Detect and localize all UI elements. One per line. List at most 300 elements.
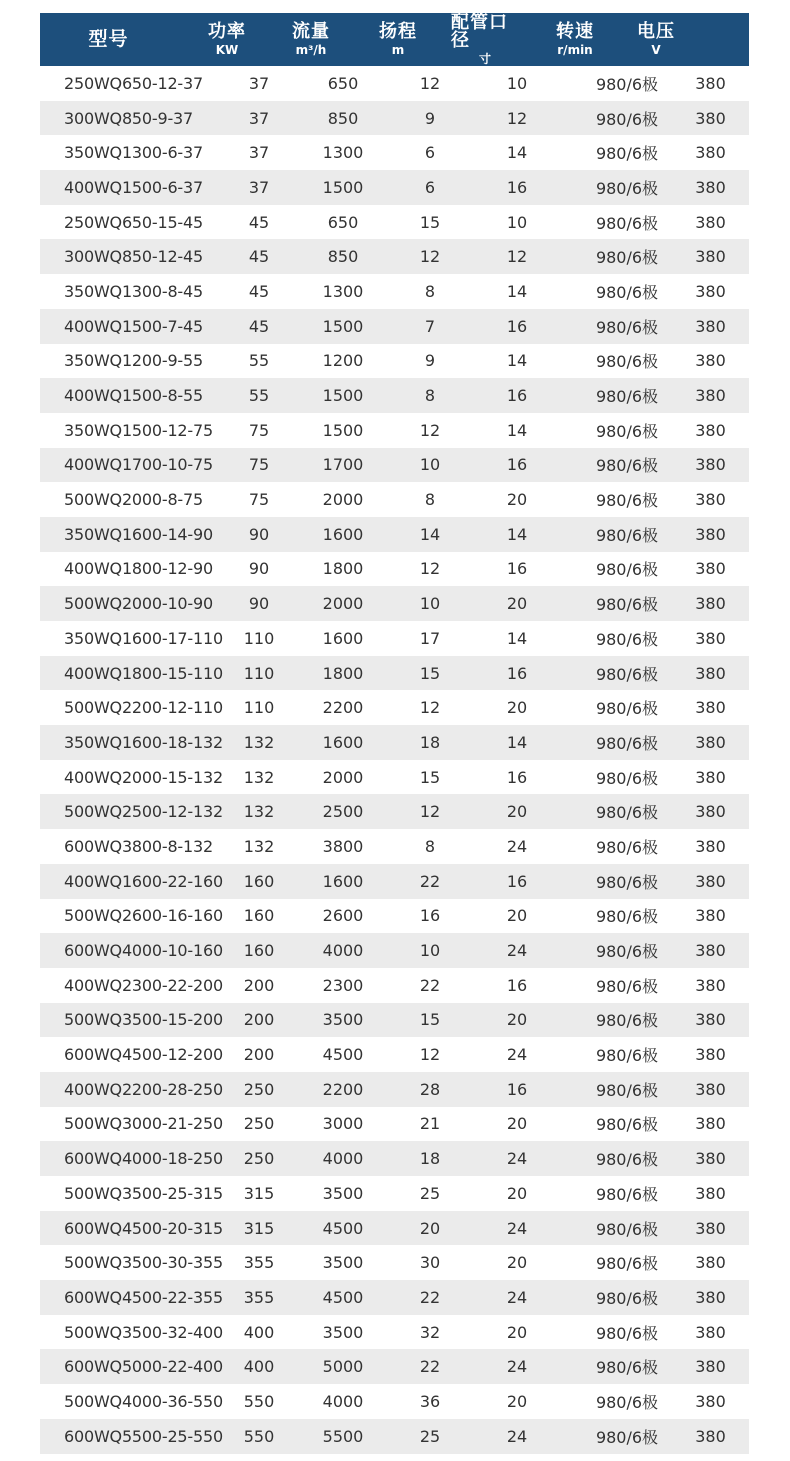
head-cell: 18 — [419, 732, 441, 752]
pipe-size-cell: 14 — [506, 420, 528, 440]
table-row — [40, 1107, 749, 1142]
speed-cell: 980/6极 — [595, 595, 659, 615]
power-cell: 200 — [243, 1045, 275, 1065]
voltage-cell: 380 — [695, 1045, 726, 1065]
power-cell: 132 — [243, 732, 275, 752]
flow-cell: 3500 — [322, 1253, 364, 1273]
flow-cell: 850 — [327, 108, 359, 128]
head-cell: 28 — [419, 1079, 441, 1099]
power-cell: 90 — [248, 559, 270, 579]
model-cell: 600WQ4500-20-315 — [64, 1218, 223, 1238]
pipe-size-cell: 16 — [506, 386, 528, 406]
speed-cell: 980/6极 — [595, 74, 659, 94]
power-cell: 45 — [248, 281, 270, 301]
pipe-size-cell: 20 — [506, 698, 528, 718]
speed-cell: 980/6极 — [595, 872, 659, 892]
head-cell: 12 — [419, 73, 441, 93]
table-row — [40, 448, 749, 483]
model-cell: 350WQ1200-9-55 — [64, 351, 203, 371]
power-cell: 132 — [243, 767, 275, 787]
pipe-size-cell: 20 — [506, 1183, 528, 1203]
head-cell: 30 — [419, 1253, 441, 1273]
pipe-size-cell: 16 — [506, 177, 528, 197]
power-cell: 37 — [248, 108, 270, 128]
head-cell: 20 — [419, 1218, 441, 1238]
model-cell: 400WQ1800-15-110 — [64, 663, 223, 683]
head-cell: 12 — [419, 420, 441, 440]
pipe-size-cell: 16 — [506, 871, 528, 891]
power-cell: 45 — [248, 247, 270, 267]
model-cell: 250WQ650-12-37 — [64, 73, 203, 93]
speed-cell: 980/6极 — [595, 560, 659, 580]
speed-cell: 980/6极 — [595, 1254, 659, 1274]
speed-cell: 980/6极 — [595, 803, 659, 823]
header-model — [40, 30, 177, 49]
voltage-cell: 380 — [695, 1218, 726, 1238]
header-speed-unit: r/min — [557, 43, 593, 57]
speed-cell: 980/6极 — [595, 664, 659, 684]
header-voltage — [631, 23, 681, 56]
model-cell: 400WQ1500-7-45 — [64, 316, 203, 336]
flow-cell: 650 — [327, 73, 359, 93]
power-cell: 160 — [243, 906, 275, 926]
pipe-size-cell: 24 — [506, 1218, 528, 1238]
flow-cell: 2000 — [322, 767, 364, 787]
model-cell: 600WQ5000-22-400 — [64, 1357, 223, 1377]
flow-cell: 4500 — [322, 1218, 364, 1238]
header-head — [345, 23, 451, 56]
header-speed — [519, 23, 631, 56]
pipe-size-cell: 10 — [506, 73, 528, 93]
flow-cell: 1800 — [322, 663, 364, 683]
head-cell: 22 — [419, 975, 441, 995]
table-row — [40, 690, 749, 725]
model-cell: 500WQ3500-32-400 — [64, 1322, 223, 1342]
speed-cell: 980/6极 — [595, 109, 659, 129]
flow-cell: 1600 — [322, 628, 364, 648]
flow-cell: 2600 — [322, 906, 364, 926]
flow-cell: 5000 — [322, 1357, 364, 1377]
power-cell: 550 — [243, 1426, 275, 1446]
pipe-size-cell: 12 — [506, 247, 528, 267]
model-cell: 500WQ3500-30-355 — [64, 1253, 223, 1273]
head-cell: 12 — [419, 1045, 441, 1065]
power-cell: 400 — [243, 1357, 275, 1377]
flow-cell: 2200 — [322, 698, 364, 718]
speed-cell: 980/6极 — [595, 1358, 659, 1378]
table-row — [40, 1280, 749, 1315]
speed-cell: 980/6极 — [595, 456, 659, 476]
model-cell: 350WQ1500-12-75 — [64, 420, 213, 440]
head-cell: 9 — [424, 351, 436, 371]
pipe-size-cell: 20 — [506, 1010, 528, 1030]
power-cell: 200 — [243, 975, 275, 995]
voltage-cell: 380 — [695, 316, 726, 336]
power-cell: 550 — [243, 1391, 275, 1411]
head-cell: 8 — [424, 386, 436, 406]
model-cell: 500WQ2600-16-160 — [64, 906, 223, 926]
speed-cell: 980/6极 — [595, 1046, 659, 1066]
model-cell: 500WQ3000-21-250 — [64, 1114, 223, 1134]
power-cell: 75 — [248, 420, 270, 440]
flow-cell: 1800 — [322, 559, 364, 579]
table-row — [40, 1176, 749, 1211]
model-cell: 600WQ3800-8-132 — [64, 836, 213, 856]
flow-cell: 2000 — [322, 490, 364, 510]
flow-cell: 4000 — [322, 1149, 364, 1169]
model-cell: 500WQ2000-10-90 — [64, 594, 213, 614]
pipe-size-cell: 24 — [506, 1149, 528, 1169]
head-cell: 12 — [419, 802, 441, 822]
flow-cell: 3500 — [322, 1322, 364, 1342]
head-cell: 8 — [424, 490, 436, 510]
speed-cell: 980/6极 — [595, 352, 659, 372]
table-row — [40, 170, 749, 205]
speed-cell: 980/6极 — [595, 248, 659, 268]
flow-cell: 4000 — [322, 941, 364, 961]
head-cell: 18 — [419, 1149, 441, 1169]
head-cell: 14 — [419, 524, 441, 544]
voltage-cell: 380 — [695, 628, 726, 648]
pipe-size-cell: 20 — [506, 1391, 528, 1411]
pipe-size-cell: 10 — [506, 212, 528, 232]
power-cell: 110 — [243, 628, 275, 648]
table-row — [40, 968, 749, 1003]
pipe-size-cell: 24 — [506, 1357, 528, 1377]
power-cell: 355 — [243, 1287, 275, 1307]
power-cell: 355 — [243, 1253, 275, 1273]
flow-cell: 3800 — [322, 836, 364, 856]
pipe-size-cell: 20 — [506, 594, 528, 614]
table-header — [40, 13, 749, 66]
head-cell: 22 — [419, 1357, 441, 1377]
flow-cell: 3500 — [322, 1183, 364, 1203]
header-flow-label: 流量 — [292, 21, 330, 42]
model-cell: 250WQ650-15-45 — [64, 212, 203, 232]
head-cell: 9 — [424, 108, 436, 128]
model-cell: 350WQ1300-6-37 — [64, 143, 203, 163]
flow-cell: 1600 — [322, 871, 364, 891]
head-cell: 6 — [424, 177, 436, 197]
voltage-cell: 380 — [695, 351, 726, 371]
pipe-size-cell: 20 — [506, 490, 528, 510]
pump-spec-table — [40, 13, 749, 1454]
pipe-size-cell: 14 — [506, 143, 528, 163]
voltage-cell: 380 — [695, 524, 726, 544]
head-cell: 16 — [419, 906, 441, 926]
model-cell: 600WQ5500-25-550 — [64, 1426, 223, 1446]
power-cell: 55 — [248, 386, 270, 406]
speed-cell: 980/6极 — [595, 1427, 659, 1447]
table-row — [40, 344, 749, 379]
flow-cell: 1300 — [322, 143, 364, 163]
table-row — [40, 378, 749, 413]
model-cell: 500WQ3500-25-315 — [64, 1183, 223, 1203]
pipe-size-cell: 24 — [506, 1426, 528, 1446]
table-row — [40, 1003, 749, 1038]
head-cell: 8 — [424, 836, 436, 856]
power-cell: 160 — [243, 871, 275, 891]
head-cell: 17 — [419, 628, 441, 648]
head-cell: 12 — [419, 698, 441, 718]
power-cell: 37 — [248, 73, 270, 93]
head-cell: 36 — [419, 1391, 441, 1411]
speed-cell: 980/6极 — [595, 421, 659, 441]
voltage-cell: 380 — [695, 732, 726, 752]
pipe-size-cell: 16 — [506, 455, 528, 475]
table-row — [40, 899, 749, 934]
pipe-size-cell: 16 — [506, 767, 528, 787]
voltage-cell: 380 — [695, 455, 726, 475]
table-row — [40, 933, 749, 968]
voltage-cell: 380 — [695, 281, 726, 301]
power-cell: 250 — [243, 1114, 275, 1134]
pipe-size-cell: 20 — [506, 906, 528, 926]
flow-cell: 1500 — [322, 316, 364, 336]
table-row — [40, 621, 749, 656]
table-row — [40, 864, 749, 899]
power-cell: 132 — [243, 802, 275, 822]
voltage-cell: 380 — [695, 906, 726, 926]
power-cell: 45 — [248, 212, 270, 232]
speed-cell: 980/6极 — [595, 768, 659, 788]
power-cell: 75 — [248, 490, 270, 510]
header-power — [177, 23, 277, 56]
pipe-size-cell: 24 — [506, 941, 528, 961]
power-cell: 160 — [243, 941, 275, 961]
table-row — [40, 1211, 749, 1246]
table-row — [40, 1315, 749, 1350]
voltage-cell: 380 — [695, 1391, 726, 1411]
voltage-cell: 380 — [695, 212, 726, 232]
header-power-unit: KW — [215, 43, 239, 57]
flow-cell: 650 — [327, 212, 359, 232]
speed-cell: 980/6极 — [595, 1392, 659, 1412]
power-cell: 250 — [243, 1079, 275, 1099]
power-cell: 110 — [243, 698, 275, 718]
voltage-cell: 380 — [695, 871, 726, 891]
header-power-label: 功率 — [208, 21, 246, 42]
head-cell: 10 — [419, 594, 441, 614]
table-row — [40, 101, 749, 136]
head-cell: 10 — [419, 941, 441, 961]
header-voltage-unit: V — [651, 43, 661, 57]
table-row — [40, 1419, 749, 1454]
table-body — [40, 66, 749, 1454]
model-cell: 500WQ2000-8-75 — [64, 490, 203, 510]
power-cell: 90 — [248, 594, 270, 614]
speed-cell: 980/6极 — [595, 178, 659, 198]
speed-cell: 980/6极 — [595, 144, 659, 164]
table-row — [40, 413, 749, 448]
table-row — [40, 725, 749, 760]
voltage-cell: 380 — [695, 420, 726, 440]
head-cell: 15 — [419, 767, 441, 787]
power-cell: 90 — [248, 524, 270, 544]
head-cell: 22 — [419, 871, 441, 891]
speed-cell: 980/6极 — [595, 387, 659, 407]
flow-cell: 1200 — [322, 351, 364, 371]
table-row — [40, 274, 749, 309]
pipe-size-cell: 14 — [506, 628, 528, 648]
table-row — [40, 205, 749, 240]
speed-cell: 980/6极 — [595, 1011, 659, 1031]
flow-cell: 2200 — [322, 1079, 364, 1099]
voltage-cell: 380 — [695, 1322, 726, 1342]
table-row — [40, 829, 749, 864]
model-cell: 600WQ4000-10-160 — [64, 941, 223, 961]
table-row — [40, 794, 749, 829]
speed-cell: 980/6极 — [595, 491, 659, 511]
header-pipe-unit: 寸 — [478, 52, 491, 66]
voltage-cell: 380 — [695, 386, 726, 406]
head-cell: 10 — [419, 455, 441, 475]
model-cell: 600WQ4500-22-355 — [64, 1287, 223, 1307]
head-cell: 22 — [419, 1287, 441, 1307]
table-row — [40, 1037, 749, 1072]
voltage-cell: 380 — [695, 663, 726, 683]
table-row — [40, 1141, 749, 1176]
table-row — [40, 552, 749, 587]
power-cell: 45 — [248, 316, 270, 336]
pipe-size-cell: 24 — [506, 836, 528, 856]
model-cell: 600WQ4500-12-200 — [64, 1045, 223, 1065]
table-row — [40, 239, 749, 274]
header-pipe — [451, 14, 519, 65]
header-speed-label: 转速 — [556, 21, 594, 42]
head-cell: 8 — [424, 281, 436, 301]
speed-cell: 980/6极 — [595, 1184, 659, 1204]
head-cell: 12 — [419, 247, 441, 267]
power-cell: 110 — [243, 663, 275, 683]
header-voltage-label: 电压 — [637, 21, 675, 42]
model-cell: 500WQ2500-12-132 — [64, 802, 223, 822]
pipe-size-cell: 24 — [506, 1287, 528, 1307]
speed-cell: 980/6极 — [595, 1288, 659, 1308]
table-row — [40, 517, 749, 552]
table-row — [40, 1349, 749, 1384]
model-cell: 400WQ2200-28-250 — [64, 1079, 223, 1099]
power-cell: 132 — [243, 836, 275, 856]
speed-cell: 980/6极 — [595, 1080, 659, 1100]
header-head-unit: m — [391, 43, 405, 57]
voltage-cell: 380 — [695, 1114, 726, 1134]
flow-cell: 1600 — [322, 732, 364, 752]
header-model-label: 型号 — [88, 28, 129, 50]
speed-cell: 980/6极 — [595, 213, 659, 233]
flow-cell: 4500 — [322, 1045, 364, 1065]
voltage-cell: 380 — [695, 1253, 726, 1273]
header-flow — [277, 23, 345, 56]
pipe-size-cell: 14 — [506, 281, 528, 301]
pipe-size-cell: 24 — [506, 1045, 528, 1065]
pipe-size-cell: 16 — [506, 975, 528, 995]
voltage-cell: 380 — [695, 594, 726, 614]
flow-cell: 850 — [327, 247, 359, 267]
model-cell: 400WQ1500-8-55 — [64, 386, 203, 406]
speed-cell: 980/6极 — [595, 1323, 659, 1343]
pipe-size-cell: 14 — [506, 351, 528, 371]
model-cell: 500WQ3500-15-200 — [64, 1010, 223, 1030]
header-head-label: 扬程 — [379, 21, 417, 42]
speed-cell: 980/6极 — [595, 1150, 659, 1170]
pipe-size-cell: 20 — [506, 802, 528, 822]
pipe-size-cell: 12 — [506, 108, 528, 128]
table-row — [40, 656, 749, 691]
head-cell: 7 — [424, 316, 436, 336]
power-cell: 315 — [243, 1183, 275, 1203]
table-row — [40, 586, 749, 621]
power-cell: 75 — [248, 455, 270, 475]
speed-cell: 980/6极 — [595, 525, 659, 545]
header-flow-unit: m³/h — [295, 43, 327, 57]
model-cell: 400WQ1700-10-75 — [64, 455, 213, 475]
voltage-cell: 380 — [695, 698, 726, 718]
table-row — [40, 66, 749, 101]
voltage-cell: 380 — [695, 767, 726, 787]
model-cell: 400WQ2000-15-132 — [64, 767, 223, 787]
speed-cell: 980/6极 — [595, 907, 659, 927]
table-row — [40, 1384, 749, 1419]
table-row — [40, 135, 749, 170]
voltage-cell: 380 — [695, 1357, 726, 1377]
voltage-cell: 380 — [695, 177, 726, 197]
table-row — [40, 1245, 749, 1280]
flow-cell: 3000 — [322, 1114, 364, 1134]
voltage-cell: 380 — [695, 1287, 726, 1307]
flow-cell: 1300 — [322, 281, 364, 301]
table-row — [40, 760, 749, 795]
voltage-cell: 380 — [695, 143, 726, 163]
voltage-cell: 380 — [695, 1426, 726, 1446]
speed-cell: 980/6极 — [595, 1219, 659, 1239]
speed-cell: 980/6极 — [595, 733, 659, 753]
voltage-cell: 380 — [695, 73, 726, 93]
model-cell: 300WQ850-9-37 — [64, 108, 193, 128]
pipe-size-cell: 14 — [506, 524, 528, 544]
head-cell: 12 — [419, 559, 441, 579]
head-cell: 25 — [419, 1426, 441, 1446]
pipe-size-cell: 20 — [506, 1322, 528, 1342]
head-cell: 15 — [419, 212, 441, 232]
table-row — [40, 309, 749, 344]
head-cell: 21 — [419, 1114, 441, 1134]
flow-cell: 4000 — [322, 1391, 364, 1411]
speed-cell: 980/6极 — [595, 837, 659, 857]
flow-cell: 2500 — [322, 802, 364, 822]
model-cell: 350WQ1600-14-90 — [64, 524, 213, 544]
head-cell: 15 — [419, 663, 441, 683]
speed-cell: 980/6极 — [595, 1115, 659, 1135]
voltage-cell: 380 — [695, 490, 726, 510]
flow-cell: 1700 — [322, 455, 364, 475]
pipe-size-cell: 16 — [506, 559, 528, 579]
pipe-size-cell: 16 — [506, 663, 528, 683]
model-cell: 500WQ4000-36-550 — [64, 1391, 223, 1411]
power-cell: 315 — [243, 1218, 275, 1238]
model-cell: 300WQ850-12-45 — [64, 247, 203, 267]
speed-cell: 980/6极 — [595, 942, 659, 962]
power-cell: 37 — [248, 143, 270, 163]
flow-cell: 3500 — [322, 1010, 364, 1030]
table-row — [40, 482, 749, 517]
speed-cell: 980/6极 — [595, 976, 659, 996]
flow-cell: 1600 — [322, 524, 364, 544]
flow-cell: 1500 — [322, 386, 364, 406]
voltage-cell: 380 — [695, 1149, 726, 1169]
voltage-cell: 380 — [695, 559, 726, 579]
model-cell: 500WQ2200-12-110 — [64, 698, 223, 718]
